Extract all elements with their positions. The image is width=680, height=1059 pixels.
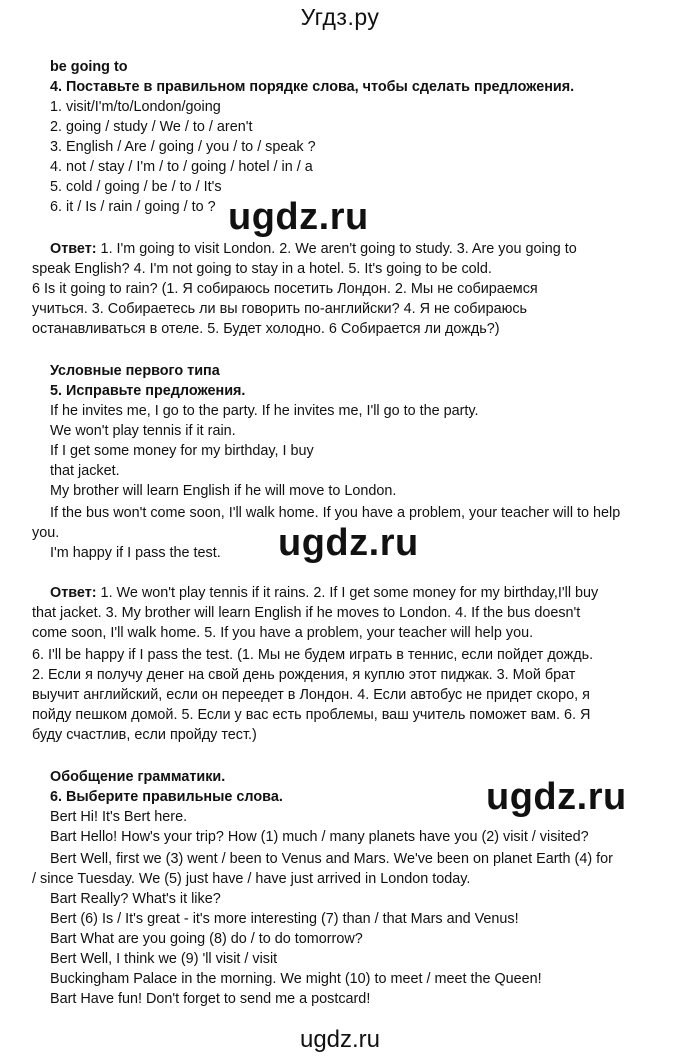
answer-text: 1. We won't play tennis if it rains. 2. If I get some money for my birthday,I'll buy (96, 585, 599, 601)
watermark: ugdz.ru (278, 522, 419, 564)
answer-line: 6. I'll be happy if I pass the test. (1. Мы не будем играть в теннис, если пойдет дождь. (32, 647, 594, 663)
list-item: 5. cold / going / be / to / It's (50, 179, 222, 195)
list-item: 1. visit/I'm/to/London/going (50, 99, 221, 115)
dialogue-line: Bert Well, first we (3) went / been to Venus and Mars. We've been on planet Earth (4) for (50, 851, 613, 867)
dialogue-line: Bart Really? What's it like? (50, 891, 221, 907)
dialogue-line: / since Tuesday. We (5) just have / have just arrived in London today. (32, 871, 471, 887)
list-item: If the bus won't come soon, I'll walk home. If you have a problem, your teacher will to help (50, 505, 621, 521)
dialogue-line: Bart What are you going (8) do / to do tomorrow? (50, 931, 363, 947)
answer-line: speak English? 4. I'm not going to stay in a hotel. 5. It's going to be cold. (32, 261, 492, 277)
answer-line (50, 240, 577, 258)
list-item: My brother will learn English if he will move to London. (50, 483, 397, 499)
answer-line: пойду пешком домой. 5. Если у вас есть проблемы, ваш учитель поможет вам. 6. Я (32, 707, 591, 723)
dialogue-line: Bert Hi! It's Bert here. (50, 809, 188, 825)
task-heading: 6. Выберите правильные слова. (50, 789, 283, 805)
list-item: I'm happy if I pass the test. (50, 545, 221, 561)
section-title: Обобщение грамматики. (50, 769, 226, 785)
watermark: ugdz.ru (228, 196, 369, 238)
answer-line: 2. Если я получу денег на свой день рождения, я куплю этот пиджак. 3. Мой брат (32, 667, 576, 683)
watermark: ugdz.ru (486, 776, 627, 818)
answer-line (50, 584, 598, 602)
answer-label: Ответ: (50, 585, 97, 601)
answer-line: that jacket. 3. My brother will learn English if he moves to London. 4. If the bus doesn't (32, 605, 581, 621)
dialogue-line: Bart Have fun! Don't forget to send me a postcard! (50, 991, 371, 1007)
list-item: 4. not / stay / I'm / to / going / hotel / in / a (50, 159, 313, 175)
answer-line: буду счастлив, если пройду тест.) (32, 727, 257, 743)
answer-line: 6 Is it going to rain? (1. Я собираюсь посетить Лондон. 2. Мы не собираемся (32, 281, 538, 297)
list-item: you. (32, 525, 60, 541)
list-item: If I get some money for my birthday, I buy (50, 443, 314, 459)
dialogue-line: Bert Well, I think we (9) 'll visit / visit (50, 951, 278, 967)
list-item: If he invites me, I go to the party. If he invites me, I'll go to the party. (50, 403, 479, 419)
section-title: Условные первого типа (50, 363, 220, 379)
list-item: 2. going / study / We / to / aren't (50, 119, 253, 135)
dialogue-line: Bart Hello! How's your trip? How (1) much / many planets have you (2) visit / visited? (50, 829, 589, 845)
section-title: be going to (50, 59, 128, 75)
list-item: 6. it / Is / rain / going / to ? (50, 199, 216, 215)
list-item: 3. English / Are / going / you / to / speak ? (50, 139, 316, 155)
dialogue-line: Bert (6) Is / It's great - it's more interesting (7) than / that Mars and Venus! (50, 911, 519, 927)
answer-line: останавливаться в отеле. 5. Будет холодно. 6 Собирается ли дождь?) (32, 321, 500, 337)
answer-line: come soon, I'll walk home. 5. If you have a problem, your teacher will help you. (32, 625, 534, 641)
answer-text: 1. I'm going to visit London. 2. We aren't going to study. 3. Are you going to (96, 241, 577, 257)
dialogue-line: Buckingham Palace in the morning. We might (10) to meet / meet the Queen! (50, 971, 542, 987)
footer-watermark: ugdz.ru (299, 1026, 381, 1053)
list-item: that jacket. (50, 463, 120, 479)
answer-line: выучит английский, если он переедет в Лондон. 4. Если автобус не придет скоро, я (32, 687, 590, 703)
list-item: We won't play tennis if it rain. (50, 423, 236, 439)
task-heading: 4. Поставьте в правильном порядке слова, чтобы сделать предложения. (50, 79, 575, 95)
answer-label: Ответ: (50, 241, 97, 257)
answer-line: учиться. 3. Собираетесь ли вы говорить по-английски? 4. Я не собираюсь (32, 301, 528, 317)
task-heading: 5. Исправьте предложения. (50, 383, 246, 399)
site-header: Угдз.ру (300, 4, 380, 30)
